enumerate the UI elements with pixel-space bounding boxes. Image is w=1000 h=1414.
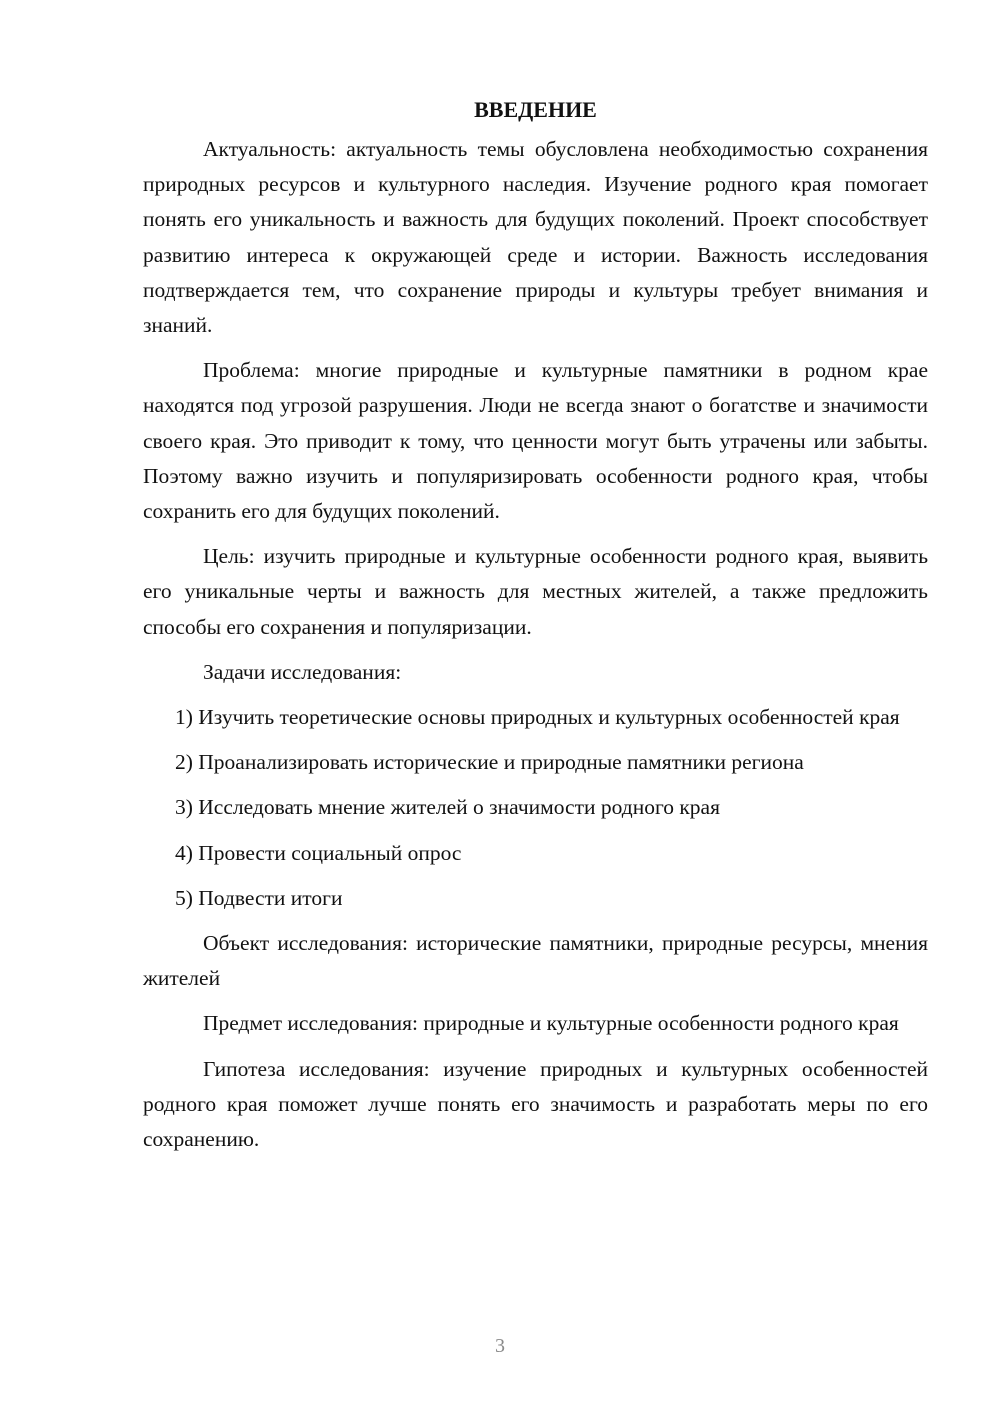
goal-paragraph: Цель: изучить природные и культурные особенности родного края, выявить его уникальные черты и важность для местных жителей, а также предложить способы его сохранения и популяризации.: [143, 544, 928, 639]
problem-paragraph: Проблема: многие природные и культурные памятники в родном крае находятся под угрозой разрушения. Люди не всегда знают о богатстве и значимости своего края. Это приводит к тому, что ценности могут быть утрачены или забыты. Поэтому важно изучить и популяризировать особенности родного края, чтобы сохранить его для будущих поколений.: [143, 358, 928, 524]
document-page: [143, 95, 928, 1167]
task-item: 2) Проанализировать исторические и природные памятники региона: [175, 750, 804, 775]
task-item: 5) Подвести итоги: [175, 885, 343, 910]
section-title: ВВЕДЕНИЕ: [474, 97, 597, 122]
object-paragraph: Объект исследования: исторические памятники, природные ресурсы, мнения жителей: [143, 931, 928, 991]
relevance-paragraph: Актуальность: актуальность темы обусловлена необходимостью сохранения природных ресурсов и культурного наследия. Изучение родного края помогает понять его уникальность и важность для будущих поколений. Проект способствует развитию интереса к окружающей среде и истории. Важность исследования подтверждается тем, что сохранение природы и культуры требует внимания и знаний.: [143, 137, 928, 338]
page-number: 3: [495, 1335, 505, 1357]
task-item: 4) Провести социальный опрос: [175, 840, 462, 865]
tasks-heading: Задачи исследования:: [203, 659, 402, 684]
subject-paragraph: Предмет исследования: природные и культурные особенности родного края: [203, 1011, 899, 1036]
task-item: 3) Исследовать мнение жителей о значимости родного края: [175, 795, 720, 820]
task-item: 1) Изучить теоретические основы природных и культурных особенностей края: [175, 705, 900, 730]
hypothesis-paragraph: Гипотеза исследования: изучение природных и культурных особенностей родного края поможет лучше понять его значимость и разработать меры по его сохранению.: [143, 1056, 928, 1152]
